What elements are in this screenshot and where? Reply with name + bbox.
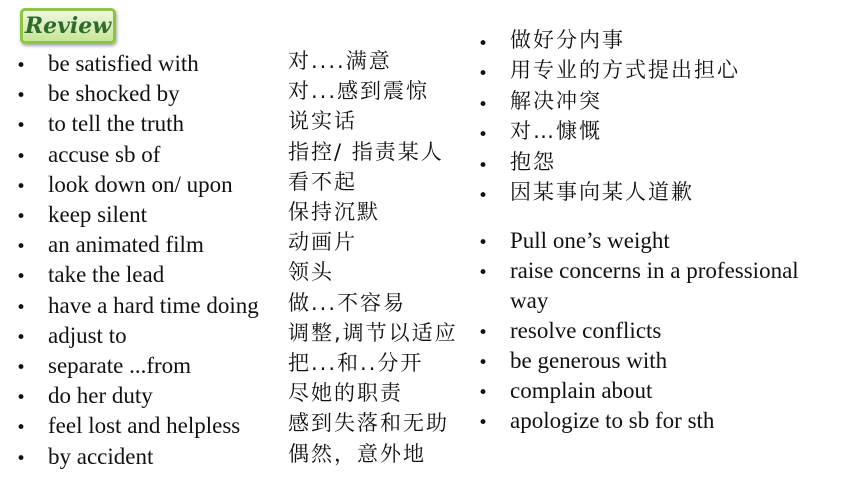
phrase-zh: 用专业的方式提出担心 bbox=[510, 58, 740, 83]
phrase-en: raise concerns in a professional bbox=[510, 258, 799, 283]
phrase-zh: 做好分内事 bbox=[510, 28, 625, 52]
term-zh: 偶然，意外地 bbox=[288, 441, 426, 466]
term-zh: 对....满意 bbox=[288, 49, 392, 73]
term-en: be satisfied with bbox=[48, 51, 199, 76]
term-en: an animated film bbox=[48, 232, 204, 258]
bullet: • bbox=[16, 267, 27, 288]
term-zh: 感到失落和无助 bbox=[288, 411, 449, 436]
bullet: • bbox=[478, 125, 489, 146]
term-en: separate ...from bbox=[48, 353, 192, 378]
bullet: • bbox=[478, 155, 489, 176]
bullet: • bbox=[16, 237, 27, 258]
term-zh: 看不起 bbox=[288, 169, 357, 194]
bullet: • bbox=[478, 323, 489, 343]
term-zh: 把...和..分开 bbox=[288, 351, 424, 375]
term-zh: 保持沉默 bbox=[288, 200, 380, 224]
bullet: • bbox=[16, 418, 27, 439]
review-badge bbox=[20, 8, 116, 44]
bullet: • bbox=[16, 358, 27, 378]
bullet: • bbox=[16, 448, 27, 469]
bullet: • bbox=[478, 186, 489, 206]
phrase-en: be generous with bbox=[510, 348, 668, 373]
bullet: • bbox=[16, 86, 27, 107]
bullet: • bbox=[16, 116, 27, 137]
term-zh: 动画片 bbox=[288, 230, 357, 255]
term-en: by accident bbox=[48, 443, 154, 469]
term-zh: 调整,调节以适应 bbox=[288, 320, 458, 345]
phrase-en: way bbox=[510, 288, 549, 313]
phrase-zh: 抱怨 bbox=[510, 149, 556, 174]
bullet: • bbox=[16, 56, 27, 76]
phrase-zh: 解决冲突 bbox=[510, 88, 602, 113]
bullet: • bbox=[478, 413, 489, 433]
bullet: • bbox=[16, 388, 27, 409]
term-en: look down on/ upon bbox=[48, 171, 233, 197]
term-zh: 尽她的职责 bbox=[288, 381, 403, 406]
phrase-en: resolve conflicts bbox=[510, 318, 662, 343]
review-badge-label: Review bbox=[24, 13, 112, 39]
term-zh: 对...感到震惊 bbox=[288, 79, 430, 104]
bullet: • bbox=[16, 297, 27, 318]
term-en: take the lead bbox=[48, 262, 165, 288]
term-en: do her duty bbox=[48, 383, 153, 409]
term-zh: 指控/ 指责某人 bbox=[288, 139, 444, 164]
bullet: • bbox=[478, 34, 489, 54]
bullet: • bbox=[478, 383, 489, 403]
term-zh: 说实话 bbox=[288, 109, 357, 134]
bullet: • bbox=[16, 327, 27, 348]
phrase-zh: 对…慷慨 bbox=[510, 119, 602, 144]
term-en: be shocked by bbox=[48, 81, 180, 107]
bullet: • bbox=[478, 64, 489, 85]
term-en: to tell the truth bbox=[48, 111, 185, 137]
term-en: accuse sb of bbox=[48, 141, 161, 167]
phrase-zh: 因某事向某人道歉 bbox=[510, 180, 694, 204]
bullet: • bbox=[478, 94, 489, 115]
phrase-en: complain about bbox=[510, 378, 653, 403]
term-en: adjust to bbox=[48, 322, 127, 348]
term-en: keep silent bbox=[48, 202, 147, 227]
bullet: • bbox=[478, 233, 489, 253]
term-en: have a hard time doing bbox=[48, 292, 259, 318]
bullet: • bbox=[16, 146, 27, 167]
term-zh: 做...不容易 bbox=[288, 290, 407, 315]
term-en: feel lost and helpless bbox=[48, 413, 241, 439]
phrase-en: Pull one’s weight bbox=[510, 228, 670, 253]
phrase-en: apologize to sb for sth bbox=[510, 408, 715, 433]
bullet: • bbox=[478, 263, 489, 283]
bullet: • bbox=[478, 353, 489, 373]
term-zh: 领头 bbox=[288, 260, 334, 285]
bullet: • bbox=[16, 176, 27, 197]
bullet: • bbox=[16, 207, 27, 227]
